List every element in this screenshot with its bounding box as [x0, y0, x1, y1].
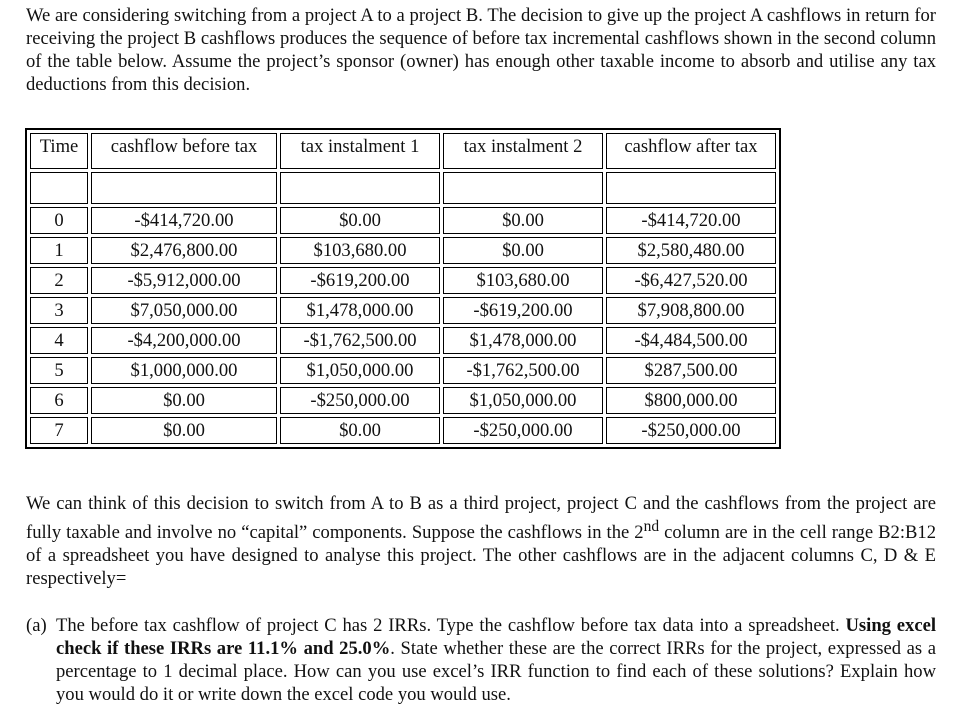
table-cell	[280, 172, 440, 204]
table-row	[30, 387, 776, 414]
header-time: Time	[30, 133, 88, 169]
table-row	[30, 357, 776, 384]
question-a-bold: Using excel check if these IRRs are 11.1% and 25.0%	[56, 615, 936, 659]
header-tax-instalment-2: tax instalment 2	[443, 133, 603, 169]
table-empty-row	[30, 172, 776, 204]
cell-cashflow-before-tax: $7,050,000.00	[91, 297, 277, 324]
cell-tax-instalment-2: -$1,762,500.00	[443, 357, 603, 384]
table-row	[30, 417, 776, 444]
cell-tax-instalment-1: $0.00	[280, 207, 440, 234]
table-row	[30, 207, 776, 234]
cell-cashflow-before-tax: $2,476,800.00	[91, 237, 277, 264]
cell-tax-instalment-1: $1,478,000.00	[280, 297, 440, 324]
cell-time: 1	[30, 237, 88, 264]
question-a-text-2: . State whether these are the correct IRRs for the project, expressed as a percentage to 1 decimal place. How can you use excel’s IRR function to find each of these solutions? Explain how you would do it or write down the excel code you would use.	[56, 638, 936, 705]
cell-tax-instalment-2: -$619,200.00	[443, 297, 603, 324]
middle-paragraph	[26, 492, 936, 590]
header-cashflow-before-tax: cashflow before tax	[91, 133, 277, 169]
cell-tax-instalment-1: $103,680.00	[280, 237, 440, 264]
cell-tax-instalment-1: -$619,200.00	[280, 267, 440, 294]
table-cell	[606, 172, 776, 204]
header-cashflow-after-tax: cashflow after tax	[606, 133, 776, 169]
table-row	[30, 267, 776, 294]
table-cell	[91, 172, 277, 204]
question-a	[26, 614, 936, 706]
table-row	[30, 327, 776, 354]
cell-cashflow-after-tax: -$414,720.00	[606, 207, 776, 234]
cell-tax-instalment-1: $0.00	[280, 417, 440, 444]
cell-tax-instalment-2: $0.00	[443, 207, 603, 234]
cell-time: 7	[30, 417, 88, 444]
question-a-label: (a)	[26, 615, 47, 636]
cell-cashflow-before-tax: $1,000,000.00	[91, 357, 277, 384]
middle-text-2: column are in the cell range B2:B12 of a spreadsheet you have designed to analyse this project. The other cashflows are in the adjacent columns C, D & E respectively=	[26, 522, 936, 590]
cell-tax-instalment-2: $1,478,000.00	[443, 327, 603, 354]
cell-cashflow-after-tax: $2,580,480.00	[606, 237, 776, 264]
cell-tax-instalment-1: -$250,000.00	[280, 387, 440, 414]
cell-time: 0	[30, 207, 88, 234]
table-row	[30, 237, 776, 264]
cell-cashflow-after-tax: $7,908,800.00	[606, 297, 776, 324]
cell-tax-instalment-2: $103,680.00	[443, 267, 603, 294]
cell-cashflow-after-tax: $800,000.00	[606, 387, 776, 414]
cell-cashflow-before-tax: -$414,720.00	[91, 207, 277, 234]
cashflow-table	[25, 128, 781, 449]
cell-time: 6	[30, 387, 88, 414]
cell-time: 3	[30, 297, 88, 324]
header-tax-instalment-1: tax instalment 1	[280, 133, 440, 169]
table-cell	[30, 172, 88, 204]
cell-time: 5	[30, 357, 88, 384]
cell-tax-instalment-1: $1,050,000.00	[280, 357, 440, 384]
cell-tax-instalment-1: -$1,762,500.00	[280, 327, 440, 354]
cell-cashflow-after-tax: -$250,000.00	[606, 417, 776, 444]
cell-cashflow-after-tax: -$6,427,520.00	[606, 267, 776, 294]
cell-cashflow-after-tax: -$4,484,500.00	[606, 327, 776, 354]
table-header-row	[30, 133, 776, 169]
question-a-body	[56, 614, 936, 706]
cell-tax-instalment-2: -$250,000.00	[443, 417, 603, 444]
middle-text-1: We can think of this decision to switch from A to B as a third project, project C and the cashflows from the project are fully taxable and involve no “capital” components. Suppose the cashflows in the 2	[26, 493, 936, 544]
cell-cashflow-before-tax: $0.00	[91, 387, 277, 414]
ordinal-suffix: nd	[643, 518, 660, 535]
table-cell	[443, 172, 603, 204]
cell-cashflow-before-tax: -$4,200,000.00	[91, 327, 277, 354]
cell-cashflow-before-tax: $0.00	[91, 417, 277, 444]
cell-cashflow-after-tax: $287,500.00	[606, 357, 776, 384]
cell-time: 2	[30, 267, 88, 294]
cell-tax-instalment-2: $1,050,000.00	[443, 387, 603, 414]
cell-time: 4	[30, 327, 88, 354]
question-a-text-1: The before tax cashflow of project C has 2 IRRs. Type the cashflow before tax data into a spreadsheet.	[56, 615, 840, 636]
table-row	[30, 297, 776, 324]
cell-cashflow-before-tax: -$5,912,000.00	[91, 267, 277, 294]
cell-tax-instalment-2: $0.00	[443, 237, 603, 264]
intro-paragraph: We are considering switching from a project A to a project B. The decision to give up the project A cashflows in return for receiving the project B cashflows produces the sequence of before tax incremental cashflows shown in the second column of the table below. Assume the project’s sponsor (owner) has enough other taxable income to absorb and utilise any tax deductions from this decision.	[26, 5, 936, 95]
